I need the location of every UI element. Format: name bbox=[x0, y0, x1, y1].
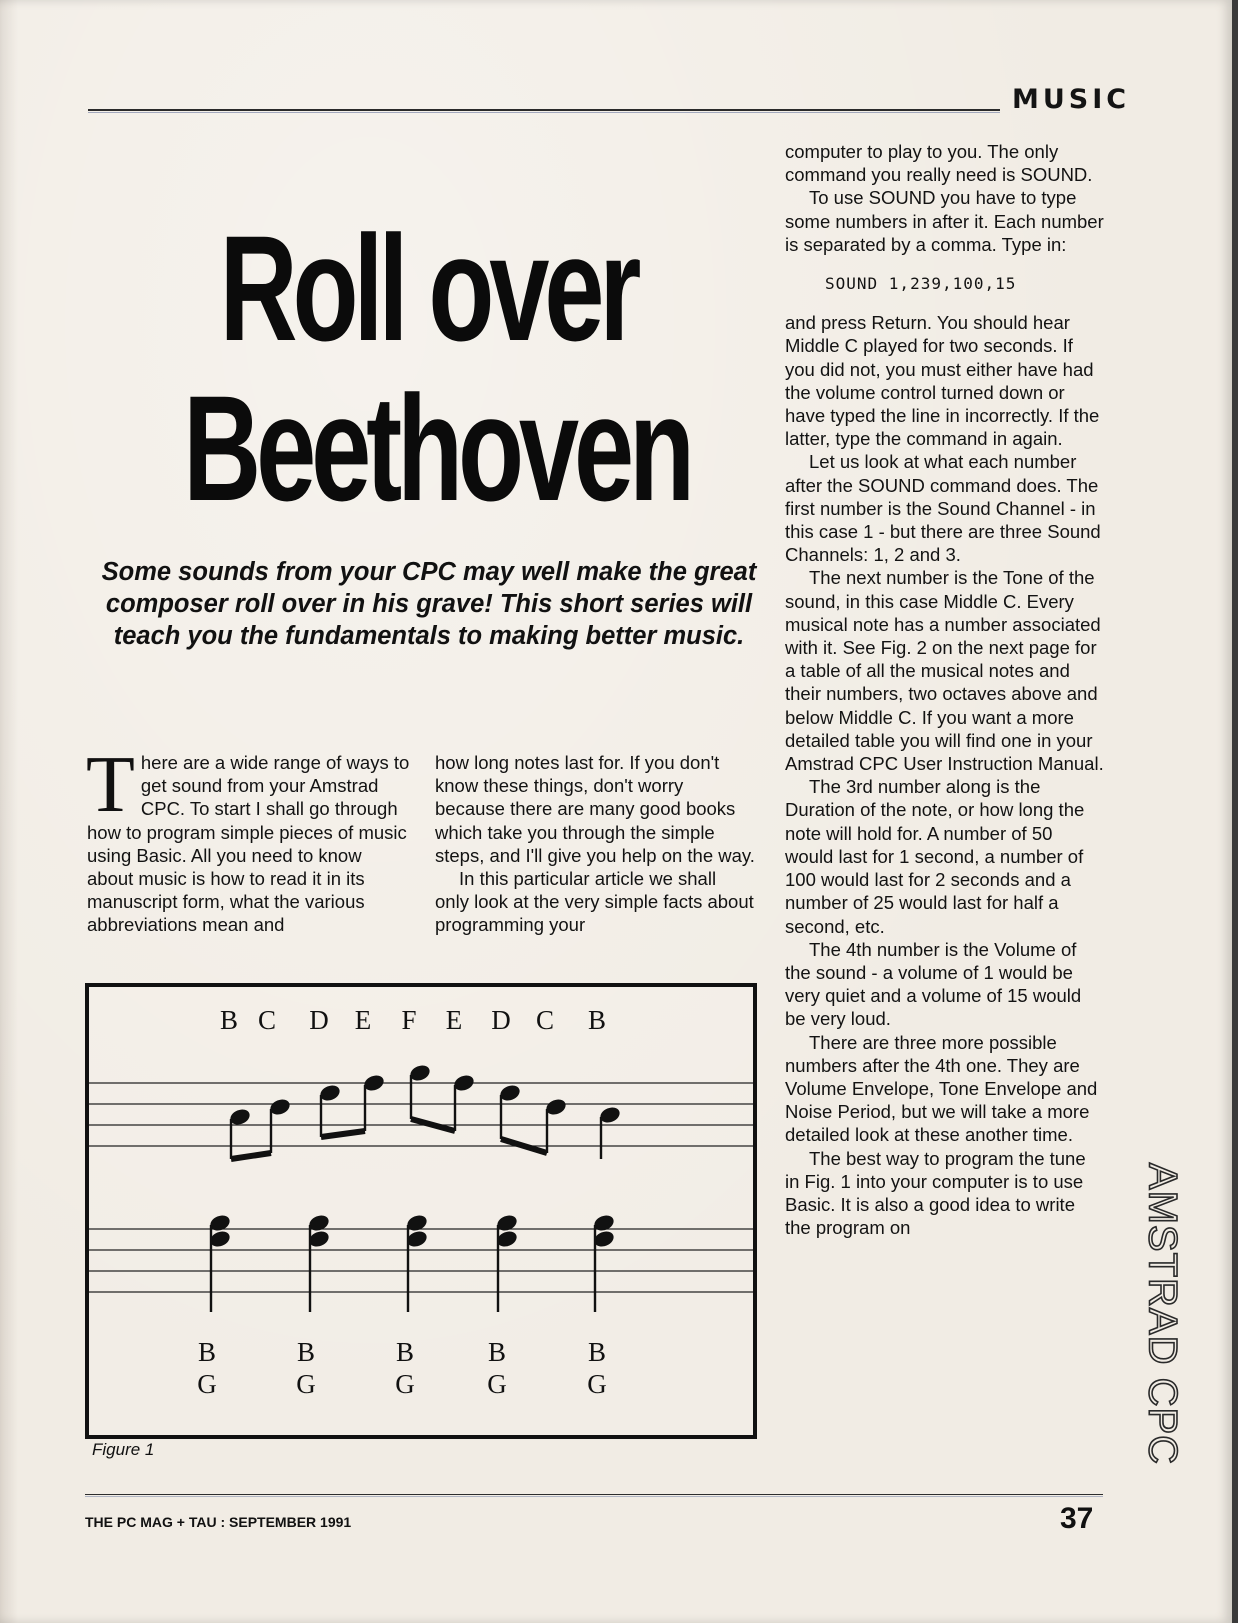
column-3-paragraph-7: The 4th number is the Volume of the sound - a volume of 1 would be very quiet and a volume of 15 would be very loud. bbox=[785, 938, 1082, 1030]
figure-1-music-notation bbox=[85, 983, 757, 1439]
column-3-paragraph-8: There are three more possible numbers after the 4th one. They are Volume Envelope, Tone Envelope and Noise Period, but we will take a more detailed look at these another time. bbox=[785, 1031, 1098, 1146]
footer-publication: THE PC MAG + TAU : SEPTEMBER 1991 bbox=[85, 1514, 352, 1530]
chord-top-letter: B bbox=[197, 1337, 217, 1367]
chord-top-letter: B bbox=[296, 1337, 316, 1367]
column-1-text: here are a wide range of ways to get sound from your Amstrad CPC. To start I shall go through how to program simple pieces of music using Basic. All you need to know about music is how to read it in its manuscript form, what the various abbreviations mean and bbox=[87, 752, 410, 936]
column-3-paragraph-1: computer to play to you. The only command you really need is SOUND. bbox=[785, 141, 1093, 186]
note-letter: B bbox=[587, 1005, 607, 1035]
side-tab-amstrad-cpc bbox=[1134, 1154, 1190, 1474]
note-letter: B bbox=[219, 1005, 239, 1035]
standfirst: Some sounds from your CPC may well make the great composer roll over in his grave! This short series will teach you the fundamentals to making better music. bbox=[101, 558, 757, 650]
side-tab-label: AMSTRAD CPC bbox=[1140, 1162, 1185, 1466]
sound-command-code: SOUND 1,239,100,15 bbox=[825, 274, 1017, 294]
column-1 bbox=[86, 741, 412, 937]
column-3-paragraph-3: and press Return. You should hear Middle C played for two seconds. If you did not, you must either have had the volume control turned down or have typed the line in incorrectly. If the latter, type the command in again. bbox=[785, 312, 1100, 450]
note-letter: C bbox=[257, 1005, 277, 1035]
title-line-2: Beethoven bbox=[183, 364, 690, 532]
column-2-paragraph-1: how long notes last for. If you don't know these things, don't worry because there are many good books which take you through the simple steps, and I'll give you help on the way. bbox=[435, 752, 755, 866]
header-rule bbox=[88, 109, 1000, 111]
chord-bottom-letter: G bbox=[395, 1369, 415, 1399]
column-3-paragraph-6: The 3rd number along is the Duration of the note, or how long the note will hold for. A number of 50 would last for 1 second, a number of 100 would last for 2 seconds and a number of 25 would last for half a second, etc. bbox=[785, 776, 1085, 937]
note-beam bbox=[321, 1131, 365, 1137]
column-2 bbox=[435, 751, 755, 937]
note-letter: E bbox=[445, 1005, 463, 1035]
figure-1-caption: Figure 1 bbox=[92, 1440, 155, 1459]
column-3 bbox=[785, 140, 1105, 1239]
drop-cap: T bbox=[86, 741, 135, 829]
chord-bottom-letter: G bbox=[296, 1369, 316, 1399]
note-beam bbox=[231, 1153, 271, 1159]
column-3-paragraph-2: To use SOUND you have to type some numbers in after it. Each number is separated by a comma. Type in: bbox=[785, 187, 1104, 255]
footer-rule bbox=[85, 1494, 1103, 1495]
chord-bottom-letter: G bbox=[587, 1369, 607, 1399]
chord-top-letter: B bbox=[587, 1337, 607, 1367]
chord-bottom-letter: G bbox=[487, 1369, 507, 1399]
note-letter: D bbox=[491, 1005, 511, 1035]
page-number: 37 bbox=[1060, 1502, 1094, 1535]
note-letter: C bbox=[535, 1005, 555, 1035]
note-letter: D bbox=[309, 1005, 329, 1035]
chord-top-letter: B bbox=[395, 1337, 415, 1367]
column-2-paragraph-2: In this particular article we shall only look at the very simple facts about programming your bbox=[435, 868, 754, 936]
section-label: MUSIC bbox=[1012, 84, 1131, 115]
note-letter: F bbox=[401, 1005, 417, 1035]
note-letter: E bbox=[354, 1005, 372, 1035]
column-3-paragraph-5: The next number is the Tone of the sound, in this case Middle C. Every musical note has a number associated with it. See Fig. 2 on the next page for a table of all the musical notes and their numbers, two octaves above and below Middle C. If you want a more detailed table you will find one in your Amstrad CPC User Instruction Manual. bbox=[785, 567, 1104, 775]
music-score bbox=[89, 987, 753, 1435]
chord-bottom-letter: G bbox=[197, 1369, 217, 1399]
article-title bbox=[183, 204, 690, 532]
bleed-through-text bbox=[240, 134, 400, 158]
column-3-paragraph-9: The best way to program the tune in Fig. 1 into your computer is to use Basic. It is also a good idea to write the program on bbox=[785, 1147, 1086, 1239]
column-3-paragraph-4: Let us look at what each number after the SOUND command does. The first number is the Sound Channel - in this case 1 - but there are three Sound Channels: 1, 2 and 3. bbox=[785, 451, 1101, 566]
chord-top-letter: B bbox=[487, 1337, 507, 1367]
title-line-1: Roll over bbox=[219, 204, 637, 372]
